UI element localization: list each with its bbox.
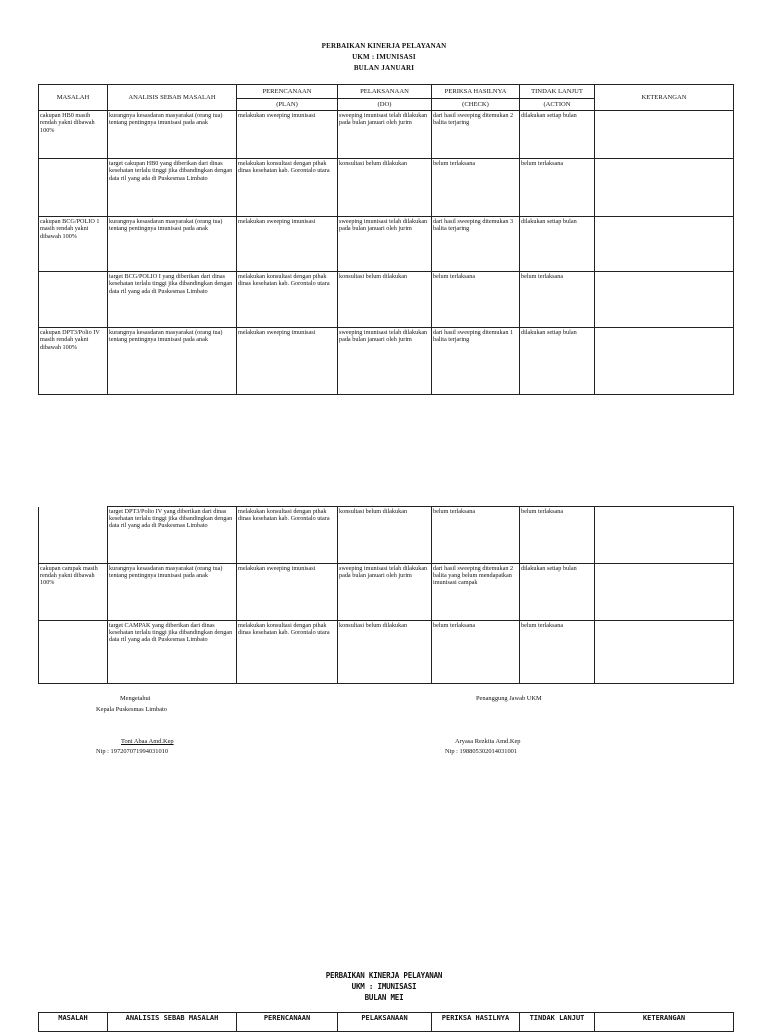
cell-check: dari hasil sweeping ditemukan 2 balita yang belum mendapatkan imunisasi campak [432, 564, 520, 621]
sig-left-position: Kepala Puskesmas Limbato [96, 706, 167, 713]
sig-right-name: Aryasa Rezkita Amd.Kep [455, 738, 521, 745]
pdca-table-january-continued [38, 506, 734, 684]
col2-header-masalah: MASALAH [39, 1013, 108, 1032]
doc-unit: UKM : IMUNISASI [352, 53, 416, 61]
cell-analisis: target DPT3/Polio IV yang diberikan dari dinas kesehatan terlalu tinggi jika dibandingkan dengan data ril yang ada di Puskesmas Limbato [108, 507, 237, 564]
cell-do: konsultasi belum dilakukan [338, 272, 432, 328]
sig-left-label: Mengetahui [120, 695, 151, 702]
cell-do: konsultasi belum dilakukan [338, 621, 432, 684]
cell-action: belum terlaksana [520, 272, 595, 328]
cell-action: dilakukan setiap bulan [520, 217, 595, 272]
cell-analisis: target cakupan HB0 yang diberikan dari dinas kesehatan terlalu tinggi jika dibandingkan dengan data ril yang ada di Puskesmas Limbato [108, 159, 237, 217]
col2-header-periksa: PERIKSA HASILNYA [432, 1013, 520, 1032]
cell-do: sweeping imunisasi telah dilakukan pada bulan januari oleh jurim [338, 564, 432, 621]
col2-header-tindak: TINDAK LANJUT [520, 1013, 595, 1032]
cell-do: sweeping imunisasi telah dilakukan pada bulan januari oleh jurim [338, 328, 432, 395]
cell-plan: melakukan konsultasi dengan pihak dinas kesehatan kab. Gorontalo utara [237, 621, 338, 684]
cell-masalah [39, 272, 108, 328]
col-subheader-do: (DO) [338, 99, 432, 111]
cell-action: belum terlaksana [520, 507, 595, 564]
cell-analisis: target BCG/POLIO I yang diberikan dari dinas kesehatan terlalu tinggi jika dibandingkan dengan data ril yang ada di Puskesmas Limbato [108, 272, 237, 328]
cell-analisis: target CAMPAK yang diberikan dari dinas kesehatan terlalu tinggi jika dibandingkan dengan data ril yang ada di Puskesmas Limbato [108, 621, 237, 684]
table-row [39, 564, 734, 621]
cell-masalah [39, 159, 108, 217]
col2-header-keterangan: KETERANGAN [595, 1013, 734, 1032]
cell-keterangan [595, 111, 734, 159]
table-row [39, 272, 734, 328]
cell-keterangan [595, 159, 734, 217]
col-header-perencanaan: PERENCANAAN [237, 85, 338, 99]
cell-check: dari hasil sweeping ditemukan 2 balita terjaring [432, 111, 520, 159]
col2-header-analisis: ANALISIS SEBAB MASALAH [108, 1013, 237, 1032]
cell-masalah: cakupan campak masih rendah yakni dibawah 100% [39, 564, 108, 621]
col-header-masalah: MASALAH [39, 85, 108, 111]
sig-left-nip: Nip : 197207071994031010 [96, 748, 169, 755]
cell-check: belum terlaksana [432, 621, 520, 684]
cell-do: konsultasi belum dilakukan [338, 507, 432, 564]
cell-plan: melakukan sweeping imunisasi [237, 217, 338, 272]
doc-title: PERBAIKAN KINERJA PELAYANAN [321, 42, 447, 50]
col-subheader-plan: (PLAN) [237, 99, 338, 111]
cell-action: belum terlaksana [520, 621, 595, 684]
cell-masalah [39, 507, 108, 564]
cell-check: belum terlaksana [432, 272, 520, 328]
cell-action: dilakukan setiap bulan [520, 111, 595, 159]
cell-plan: melakukan sweeping imunisasi [237, 564, 338, 621]
col2-header-perencanaan: PERENCANAAN [237, 1013, 338, 1032]
col-header-periksa: PERIKSA HASILNYA [432, 85, 520, 99]
cell-action: dilakukan setiap bulan [520, 328, 595, 395]
cell-analisis: kurangnya kesasdaran masyarakat (orang tua) tentang pentingnya imunisasi pada anak [108, 564, 237, 621]
cell-masalah: cakupan DPT3/Polio IV masih rendah yakni dibawah 100% [39, 328, 108, 395]
cell-plan: melakukan konsultasi dengan pihak dinas kesehatan kab. Gorontalo utara [237, 507, 338, 564]
cell-masalah: cakupan BCG/POLIO 1 masih rendah yakni dibawah 100% [39, 217, 108, 272]
cell-do: sweeping imunisasi telah dilakukan pada bulan januari oleh jurim [338, 217, 432, 272]
cell-check: belum terlaksana [432, 159, 520, 217]
cell-do: konsultasi belum dilakukan [338, 159, 432, 217]
pdca-table-may-header [38, 1012, 734, 1032]
cell-analisis: kurangnya kesasdaran masyarakat (orang tua) tentang pentingnya imunisasi pada anak [108, 328, 237, 395]
cell-masalah: cakupan HB0 masih rendah yakni dibawah 100% [39, 111, 108, 159]
table-row [39, 217, 734, 272]
cell-analisis: kurangnya kesasdaran masyarakat (orang tua) tentang pentingnya imunisasi pada anak [108, 217, 237, 272]
cell-keterangan [595, 217, 734, 272]
doc2-title: PERBAIKAN KINERJA PELAYANAN [325, 971, 443, 980]
col2-header-pelaksanaan: PELAKSANAAN [338, 1013, 432, 1032]
cell-check: dari hasil sweeping ditemukan 1 balita terjaring [432, 328, 520, 395]
cell-masalah [39, 621, 108, 684]
cell-keterangan [595, 507, 734, 564]
cell-plan: melakukan konsultasi dengan pihak dinas kesehatan kab. Gorontalo utara [237, 272, 338, 328]
cell-keterangan [595, 328, 734, 395]
col-header-pelaksanaan: PELAKSANAAN [338, 85, 432, 99]
table-row [39, 111, 734, 159]
table-row [39, 328, 734, 395]
table-row [39, 621, 734, 684]
cell-keterangan [595, 272, 734, 328]
col-header-analisis: ANALISIS SEBAB MASALAH [108, 85, 237, 111]
cell-plan: melakukan sweeping imunisasi [237, 111, 338, 159]
doc2-month: BULAN MEI [364, 993, 404, 1002]
doc2-unit: UKM : IMUNISASI [351, 982, 417, 991]
col-header-tindak: TINDAK LANJUT [520, 85, 595, 99]
table-row [39, 159, 734, 217]
cell-keterangan [595, 621, 734, 684]
cell-keterangan [595, 564, 734, 621]
col-header-keterangan: KETERANGAN [595, 85, 734, 111]
cell-do: sweeping imunisasi telah dilakukan pada bulan januari oleh jurim [338, 111, 432, 159]
sig-right-nip: Nip : 198805302014031001 [445, 748, 518, 755]
cell-check: belum terlaksana [432, 507, 520, 564]
pdca-table-january [38, 84, 734, 395]
sig-left-name: Toni Abaa Amd.Kep [121, 738, 174, 745]
cell-analisis: kurangnya kesasdaran masyarakat (orang tua) tentang pentingnya imunisasi pada anak [108, 111, 237, 159]
sig-right-label: Penanggung Jawab UKM [476, 695, 542, 702]
col-subheader-check: (CHECK) [432, 99, 520, 111]
cell-check: dari hasil sweeping ditemukan 3 balita terjaring [432, 217, 520, 272]
col-subheader-action: (ACTION [520, 99, 595, 111]
cell-action: belum terlaksana [520, 159, 595, 217]
cell-plan: melakukan konsultasi dengan pihak dinas kesehatan kab. Gorontalo utara [237, 159, 338, 217]
cell-plan: melakukan sweeping imunisasi [237, 328, 338, 395]
doc-month: BULAN JANUARI [353, 64, 415, 72]
cell-action: dilakukan setiap bulan [520, 564, 595, 621]
table-row [39, 507, 734, 564]
